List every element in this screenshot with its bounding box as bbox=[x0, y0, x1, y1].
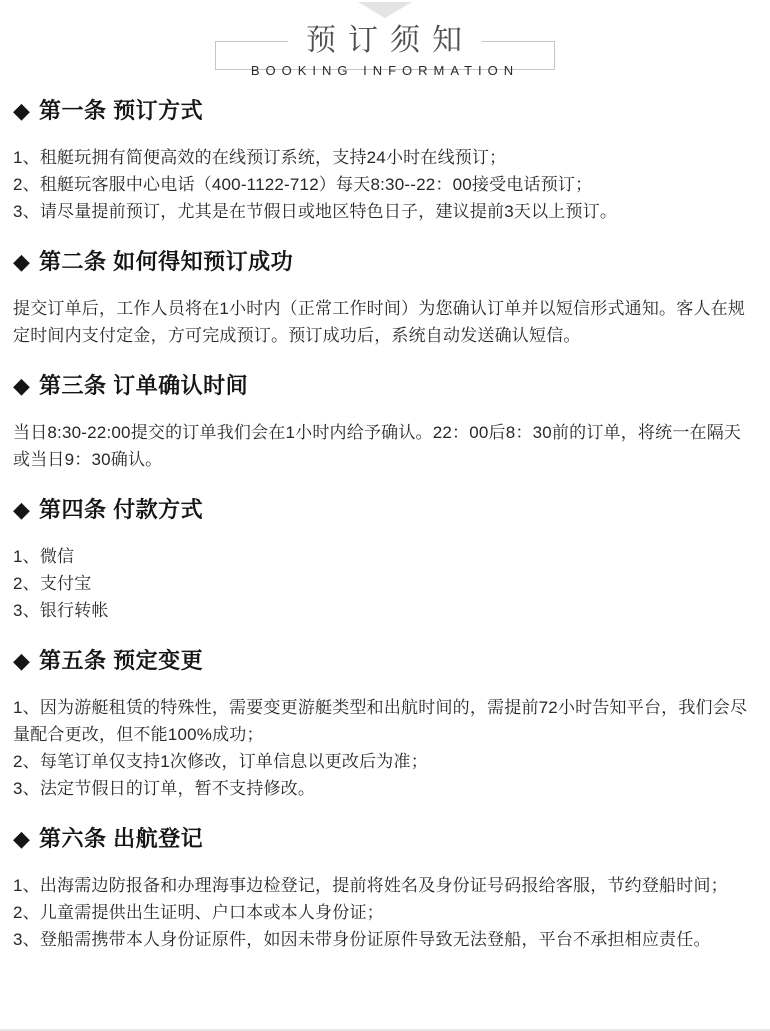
section-heading-text: 第二条 如何得知预订成功 bbox=[39, 249, 294, 274]
section-line: 1、出海需边防报备和办理海事边检登记，提前将姓名及身份证号码报给客服，节约登船时间； bbox=[13, 876, 728, 895]
section-body bbox=[13, 144, 752, 225]
diamond-bullet-icon: ◆ bbox=[13, 826, 31, 851]
section-line: 2、儿童需提供出生证明、户口本或本人身份证； bbox=[13, 903, 384, 922]
section-heading bbox=[13, 496, 752, 524]
diamond-bullet-icon: ◆ bbox=[13, 648, 31, 673]
notice-section bbox=[13, 372, 752, 473]
section-heading-text: 第五条 预定变更 bbox=[39, 648, 204, 673]
section-body bbox=[13, 872, 752, 953]
section-line: 1、因为游艇租赁的特殊性，需要变更游艇类型和出航时间的，需提前72小时告知平台，我们会尽量配合更改，但不能100%成功； bbox=[13, 698, 748, 744]
section-heading bbox=[13, 647, 752, 675]
section-line: 2、支付宝 bbox=[13, 574, 92, 593]
section-line: 3、请尽量提前预订，尤其是在节假日或地区特色日子，建议提前3天以上预订。 bbox=[13, 202, 618, 221]
section-line: 提交订单后，工作人员将在1小时内（正常工作时间）为您确认订单并以短信形式通知。客人在规定时间内支付定金，方可完成预订。预订成功后，系统自动发送确认短信。 bbox=[13, 299, 746, 345]
diamond-bullet-icon: ◆ bbox=[13, 497, 31, 522]
section-heading-text: 第三条 订单确认时间 bbox=[39, 373, 249, 398]
section-body bbox=[13, 295, 752, 349]
section-line: 当日8:30-22:00提交的订单我们会在1小时内给予确认。22：00后8：30前的订单，将统一在隔天或当日9：30确认。 bbox=[13, 423, 742, 469]
content bbox=[0, 97, 770, 953]
section-line: 1、租艇玩拥有简便高效的在线预订系统，支持24小时在线预订； bbox=[13, 148, 507, 167]
page-title: 预订须知 bbox=[0, 22, 770, 60]
diamond-bullet-icon: ◆ bbox=[13, 249, 31, 274]
section-line: 2、每笔订单仅支持1次修改，订单信息以更改后为准； bbox=[13, 752, 428, 771]
section-body bbox=[13, 543, 752, 624]
section-line: 2、租艇玩客服中心电话（400-1122-712）每天8:30--22：00接受电话预订； bbox=[13, 175, 593, 194]
section-line: 3、法定节假日的订单，暂不支持修改。 bbox=[13, 779, 316, 798]
section-heading-text: 第四条 付款方式 bbox=[39, 497, 204, 522]
notice-section bbox=[13, 647, 752, 802]
page-subtitle: BOOKING INFORMATION bbox=[250, 63, 520, 78]
diamond-bullet-icon: ◆ bbox=[13, 373, 31, 398]
notice-section bbox=[13, 97, 752, 225]
section-body bbox=[13, 419, 752, 473]
section-heading bbox=[13, 97, 752, 125]
section-heading bbox=[13, 248, 752, 276]
triangle-down-icon bbox=[358, 2, 412, 18]
section-heading bbox=[13, 372, 752, 400]
diamond-bullet-icon: ◆ bbox=[13, 98, 31, 123]
section-body bbox=[13, 694, 752, 802]
section-line: 3、登船需携带本人身份证原件，如因未带身份证原件导致无法登船，平台不承担相应责任。 bbox=[13, 930, 711, 949]
notice-section bbox=[13, 825, 752, 953]
section-heading-text: 第一条 预订方式 bbox=[39, 98, 204, 123]
notice-section bbox=[13, 248, 752, 349]
section-line: 1、微信 bbox=[13, 547, 75, 566]
section-heading-text: 第六条 出航登记 bbox=[39, 826, 204, 851]
notice-section bbox=[13, 496, 752, 624]
section-line: 3、银行转帐 bbox=[13, 601, 109, 620]
page-header bbox=[0, 0, 770, 80]
section-heading bbox=[13, 825, 752, 853]
